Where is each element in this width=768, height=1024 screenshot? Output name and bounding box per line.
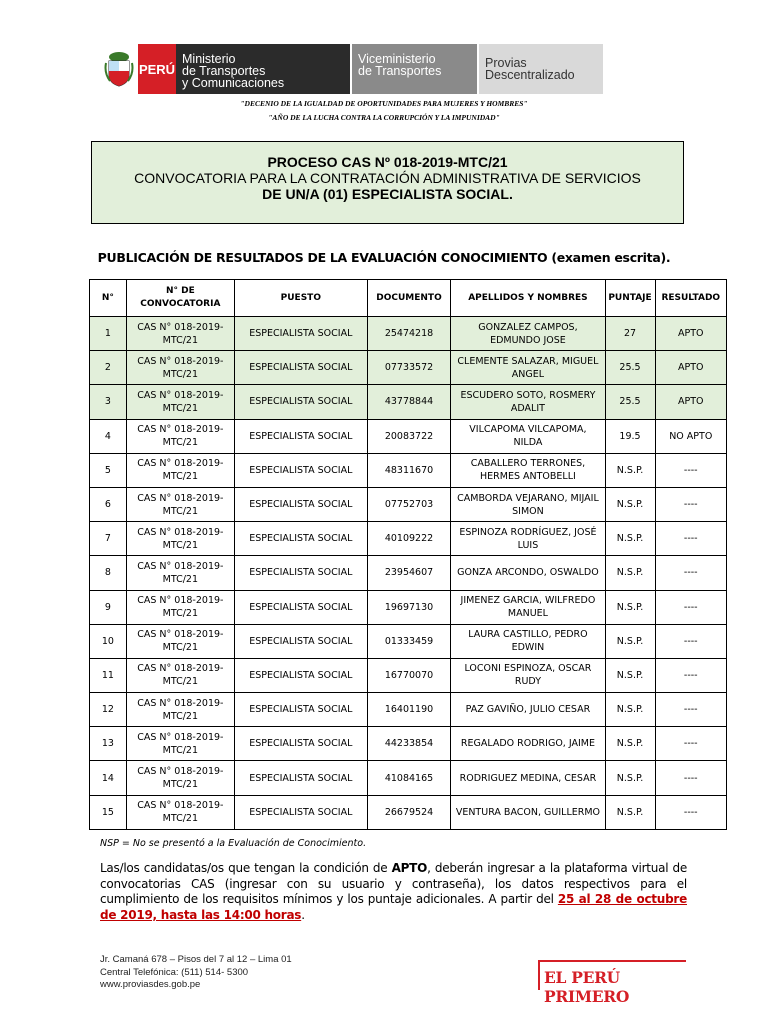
header-cell: PUESTO (234, 280, 367, 317)
apto-emphasis: APTO (391, 861, 428, 875)
table-cell: CAS N° 018-2019-MTC/21 (126, 453, 234, 487)
table-cell: ESPECIALISTA SOCIAL (234, 317, 367, 351)
table-cell: N.S.P. (605, 795, 655, 829)
table-cell: ESPECIALISTA SOCIAL (234, 453, 367, 487)
table-row (90, 761, 727, 795)
header-cell: DOCUMENTO (367, 280, 451, 317)
table-cell: ESCUDERO SOTO, ROSMERY ADALIT (451, 385, 605, 419)
title-line-3: DE UN/A (01) ESPECIALISTA SOCIAL. (262, 186, 513, 202)
anio-slogan: "AÑO DE LA LUCHA CONTRA LA CORRUPCIÓN Y LA IMPUNIDAD" (268, 113, 500, 122)
table-cell: CAS N° 018-2019-MTC/21 (126, 727, 234, 761)
table-cell: CLEMENTE SALAZAR, MIGUEL ANGEL (451, 351, 605, 385)
header-cell: PUNTAJE (605, 280, 655, 317)
table-row (90, 590, 727, 624)
deadline-dates: 25 al 28 de octubre de 2019, hasta las 14:00 horas (100, 892, 687, 922)
table-row (90, 522, 727, 556)
table-cell: 16401190 (367, 693, 451, 727)
table-cell: 19697130 (367, 590, 451, 624)
header-cell: APELLIDOS Y NOMBRES (451, 280, 605, 317)
provias-line: Descentralizado (485, 68, 575, 82)
table-cell: 27 (605, 317, 655, 351)
table-row (90, 351, 727, 385)
table-cell: 26679524 (367, 795, 451, 829)
table-cell: ---- (655, 727, 726, 761)
logo-text: EL PERÚ PRIMERO (544, 968, 630, 1006)
ministerio-line: de Transportes (182, 64, 266, 78)
table-cell: CAS N° 018-2019-MTC/21 (126, 795, 234, 829)
table-cell: 44233854 (367, 727, 451, 761)
table-header-row (90, 280, 727, 317)
table-row (90, 317, 727, 351)
table-cell: REGALADO RODRIGO, JAIME (451, 727, 605, 761)
table-cell: ---- (655, 487, 726, 521)
ministerio-line: y Comunicaciones (182, 76, 285, 90)
table-cell: CAS N° 018-2019-MTC/21 (126, 317, 234, 351)
table-cell: 25.5 (605, 351, 655, 385)
table-cell: ---- (655, 693, 726, 727)
table-cell: 19.5 (605, 419, 655, 453)
table-cell: N.S.P. (605, 590, 655, 624)
table-cell: N.S.P. (605, 761, 655, 795)
table-cell: ---- (655, 590, 726, 624)
table-cell: ESPECIALISTA SOCIAL (234, 590, 367, 624)
table-cell: ESPECIALISTA SOCIAL (234, 556, 367, 590)
title-box (91, 141, 684, 224)
table-cell: 40109222 (367, 522, 451, 556)
table-cell: APTO (655, 385, 726, 419)
table-cell: 8 (90, 556, 127, 590)
table-cell: 3 (90, 385, 127, 419)
viceministerio-line: Viceministerio (358, 52, 436, 66)
table-cell: ESPECIALISTA SOCIAL (234, 658, 367, 692)
table-row (90, 453, 727, 487)
footer-website: www.proviasdes.gob.pe (100, 979, 201, 990)
instructions-paragraph (100, 861, 687, 923)
provias-line: Provias (485, 56, 527, 70)
ministerio-line: Ministerio (182, 52, 236, 66)
table-cell: N.S.P. (605, 658, 655, 692)
table-cell: PAZ GAVIÑO, JULIO CESAR (451, 693, 605, 727)
peru-coat-of-arms-icon (100, 44, 138, 94)
table-cell: APTO (655, 317, 726, 351)
table-cell: LAURA CASTILLO, PEDRO EDWIN (451, 624, 605, 658)
para-text: . (301, 907, 305, 922)
title-line-2: CONVOCATORIA PARA LA CONTRATACIÓN ADMINISTRATIVA DE SERVICIOS (134, 170, 641, 186)
table-cell: 6 (90, 487, 127, 521)
table-cell: N.S.P. (605, 727, 655, 761)
results-subtitle: PUBLICACIÓN DE RESULTADOS DE LA EVALUACIÓN CONOCIMIENTO (examen escrita). (97, 250, 671, 265)
table-cell: 23954607 (367, 556, 451, 590)
header-cell: N° (90, 280, 127, 317)
table-cell: ESPECIALISTA SOCIAL (234, 795, 367, 829)
table-cell: 41084165 (367, 761, 451, 795)
table-cell: ESPECIALISTA SOCIAL (234, 693, 367, 727)
table-row (90, 385, 727, 419)
table-cell: ESPECIALISTA SOCIAL (234, 624, 367, 658)
footer-address-line: Jr. Camaná 678 – Pisos del 7 al 12 – Lima 01 (100, 954, 292, 965)
el-peru-primero-logo (538, 960, 686, 1006)
provias-label (479, 44, 603, 94)
table-cell: ---- (655, 761, 726, 795)
decenio-slogan: "DECENIO DE LA IGUALDAD DE OPORTUNIDADES PARA MUJERES Y HOMBRES" (240, 99, 528, 108)
nsp-note: NSP = No se presentó a la Evaluación de Conocimiento. (100, 838, 367, 849)
table-cell: ESPECIALISTA SOCIAL (234, 351, 367, 385)
table-cell: 07733572 (367, 351, 451, 385)
ministerio-label (176, 44, 350, 94)
title-line-1: PROCESO CAS Nº 018-2019-MTC/21 (267, 154, 508, 170)
table-cell: 01333459 (367, 624, 451, 658)
table-cell: N.S.P. (605, 624, 655, 658)
table-row (90, 624, 727, 658)
table-cell: VENTURA BACON, GUILLERMO (451, 795, 605, 829)
table-cell: CAS N° 018-2019-MTC/21 (126, 556, 234, 590)
table-cell: 43778844 (367, 385, 451, 419)
table-cell: N.S.P. (605, 487, 655, 521)
para-text: Las/los candidatas/os que tengan la condición de (100, 861, 392, 875)
table-cell: 9 (90, 590, 127, 624)
table-cell: CAS N° 018-2019-MTC/21 (126, 419, 234, 453)
table-cell: NO APTO (655, 419, 726, 453)
viceministerio-label (352, 44, 477, 94)
table-cell: ---- (655, 556, 726, 590)
table-cell: CAS N° 018-2019-MTC/21 (126, 487, 234, 521)
table-row (90, 556, 727, 590)
table-cell: N.S.P. (605, 453, 655, 487)
table-cell: 11 (90, 658, 127, 692)
table-cell: 20083722 (367, 419, 451, 453)
table-row (90, 658, 727, 692)
table-cell: N.S.P. (605, 693, 655, 727)
table-cell: 25474218 (367, 317, 451, 351)
table-cell: 5 (90, 453, 127, 487)
results-table (89, 279, 727, 830)
table-cell: APTO (655, 351, 726, 385)
table-cell: CAMBORDA VEJARANO, MIJAIL SIMON (451, 487, 605, 521)
table-cell: 10 (90, 624, 127, 658)
table-cell: N.S.P. (605, 556, 655, 590)
table-cell: RODRIGUEZ MEDINA, CESAR (451, 761, 605, 795)
table-cell: ESPECIALISTA SOCIAL (234, 522, 367, 556)
para-text: , deberán ingresar a la plataforma virtual de convocatorias CAS (ingresar con su usuario y contraseña), los datos respectivos para el cumplimiento de los requisitos mínimos y los puntaje adicionales. A partir del (100, 861, 687, 906)
table-cell: N.S.P. (605, 522, 655, 556)
table-row (90, 795, 727, 829)
table-row (90, 419, 727, 453)
table-cell: CABALLERO TERRONES, HERMES ANTOBELLI (451, 453, 605, 487)
viceministerio-line: de Transportes (358, 64, 442, 78)
footer-address (100, 954, 292, 992)
table-row (90, 487, 727, 521)
header-banner (100, 44, 603, 94)
table-row (90, 727, 727, 761)
table-cell: ESPECIALISTA SOCIAL (234, 487, 367, 521)
table-cell: ESPECIALISTA SOCIAL (234, 385, 367, 419)
table-cell: 4 (90, 419, 127, 453)
table-cell: 16770070 (367, 658, 451, 692)
table-cell: VILCAPOMA VILCAPOMA, NILDA (451, 419, 605, 453)
table-cell: ESPECIALISTA SOCIAL (234, 419, 367, 453)
table-cell: CAS N° 018-2019-MTC/21 (126, 761, 234, 795)
table-cell: 13 (90, 727, 127, 761)
table-cell: 25.5 (605, 385, 655, 419)
table-row (90, 693, 727, 727)
table-cell: CAS N° 018-2019-MTC/21 (126, 624, 234, 658)
table-cell: ESPECIALISTA SOCIAL (234, 761, 367, 795)
table-cell: 7 (90, 522, 127, 556)
table-cell: GONZALEZ CAMPOS, EDMUNDO JOSE (451, 317, 605, 351)
table-cell: 15 (90, 795, 127, 829)
table-cell: GONZA ARCONDO, OSWALDO (451, 556, 605, 590)
table-cell: 48311670 (367, 453, 451, 487)
table-cell: 07752703 (367, 487, 451, 521)
table-cell: CAS N° 018-2019-MTC/21 (126, 658, 234, 692)
table-cell: ESPECIALISTA SOCIAL (234, 727, 367, 761)
table-cell: ESPINOZA RODRÍGUEZ, JOSÉ LUIS (451, 522, 605, 556)
footer-phone: Central Telefónica: (511) 514- 5300 (100, 966, 249, 978)
table-cell: 12 (90, 693, 127, 727)
table-cell: 1 (90, 317, 127, 351)
table-cell: CAS N° 018-2019-MTC/21 (126, 590, 234, 624)
table-cell: ---- (655, 658, 726, 692)
table-cell: CAS N° 018-2019-MTC/21 (126, 693, 234, 727)
table-cell: JIMENEZ GARCIA, WILFREDO MANUEL (451, 590, 605, 624)
table-cell: CAS N° 018-2019-MTC/21 (126, 522, 234, 556)
table-cell: 14 (90, 761, 127, 795)
table-cell: ---- (655, 624, 726, 658)
table-cell: ---- (655, 522, 726, 556)
table-cell: ---- (655, 453, 726, 487)
peru-label: PERÚ (138, 44, 176, 94)
table-cell: CAS N° 018-2019-MTC/21 (126, 351, 234, 385)
header-cell: RESULTADO (655, 280, 726, 317)
table-cell: 2 (90, 351, 127, 385)
table-cell: LOCONI ESPINOZA, OSCAR RUDY (451, 658, 605, 692)
header-cell: N° DE CONVOCATORIA (126, 280, 234, 317)
table-cell: ---- (655, 795, 726, 829)
table-cell: CAS N° 018-2019-MTC/21 (126, 385, 234, 419)
